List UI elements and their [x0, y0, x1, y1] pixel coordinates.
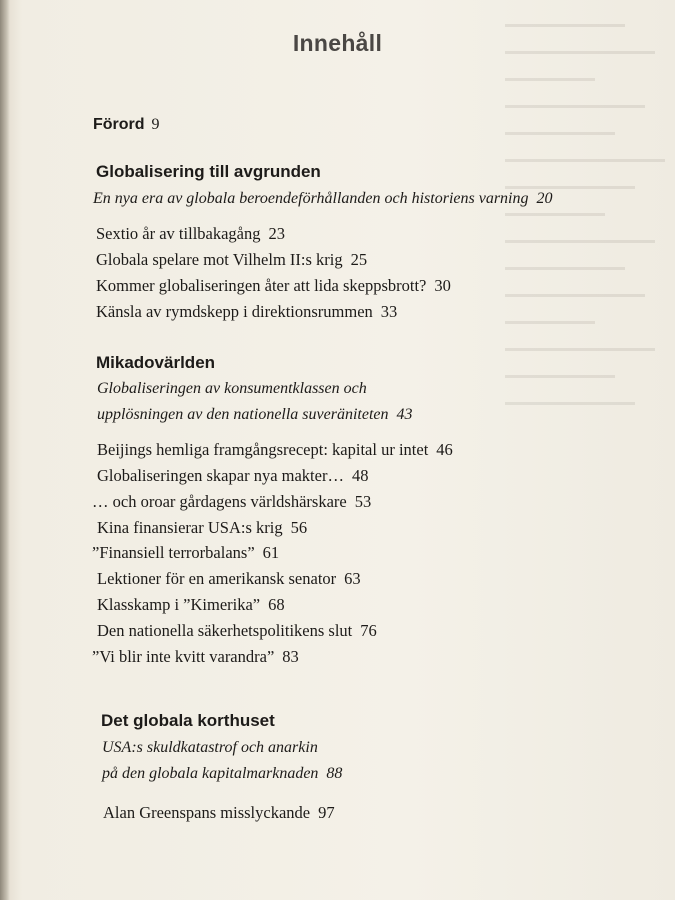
- section-heading: Globalisering till avgrunden: [96, 162, 321, 181]
- section-intro-line: En nya era av globala beroendeförhållanden och historiens varning: [93, 190, 529, 207]
- section-intro-line: USA:s skuldkatastrof och anarkin: [102, 739, 318, 756]
- section-intro: [102, 765, 342, 783]
- toc-entry-page: 33: [380, 302, 398, 321]
- toc-entry-label: Den nationella säkerhetspolitikens slut: [97, 621, 353, 640]
- toc-entry-label: Globaliseringen skapar nya makter…: [97, 466, 344, 485]
- toc-entry: [92, 647, 299, 667]
- toc-entry-label: Alan Greenspans misslyckande: [103, 803, 311, 822]
- toc-entry-page: 23: [268, 224, 285, 243]
- toc-entry-page: 25: [350, 250, 368, 269]
- toc-entry-label: Sextio år av tillbakagång: [96, 224, 261, 243]
- section-intro: [93, 190, 553, 208]
- section-intro-line: upplösningen av den nationella suveräniteten: [97, 406, 389, 423]
- section-intro-page: 88: [326, 765, 343, 782]
- section-intro: [102, 739, 318, 757]
- section-heading: Mikadovärlden: [96, 353, 216, 372]
- toc-entry: [97, 569, 361, 589]
- toc-entry-label: … och oroar gårdagens världshärskare: [92, 492, 347, 511]
- toc-entry-page: 46: [436, 440, 453, 459]
- section-intro: [97, 380, 367, 398]
- toc-entry-page: 83: [282, 647, 299, 666]
- section-intro-page: 43: [396, 406, 413, 423]
- toc-entry: [97, 440, 453, 460]
- section-intro-page: 20: [536, 190, 553, 207]
- toc-entry-label: Kommer globaliseringen åter att lida skeppsbrott?: [96, 276, 427, 295]
- section-heading: Det globala korthuset: [101, 711, 275, 730]
- toc-entry-label: ”Vi blir inte kvitt varandra”: [92, 647, 275, 666]
- toc-entry: [96, 250, 367, 270]
- toc-entry: [97, 621, 377, 641]
- toc-preface-label: Förord: [93, 116, 145, 133]
- toc-entry-page: 76: [360, 621, 377, 640]
- toc-entry-label: Klasskamp i ”Kimerika”: [97, 595, 261, 614]
- toc-preface-page: 9: [151, 116, 160, 133]
- toc-entry-page: 68: [268, 595, 285, 614]
- toc-entry-label: Kina finansierar USA:s krig: [97, 518, 283, 537]
- toc-entry: [97, 518, 307, 538]
- section-intro-line: Globaliseringen av konsumentklassen och: [97, 380, 367, 397]
- toc-entry-page: 48: [351, 466, 369, 485]
- page-title: Innehåll: [292, 30, 383, 56]
- toc-entry: [96, 224, 285, 244]
- toc-entry-page: 63: [344, 569, 361, 588]
- toc-entry-label: Lektioner för en amerikansk senator: [97, 569, 337, 588]
- toc-entry: [96, 302, 397, 322]
- section-intro: [97, 406, 413, 424]
- toc-entry: [103, 803, 335, 823]
- toc-entry-label: Känsla av rymdskepp i direktionsrummen: [96, 302, 373, 321]
- toc-entry-page: 30: [434, 276, 451, 295]
- toc-entry-label: Globala spelare mot Vilhelm II:s krig: [96, 250, 343, 269]
- toc-entry: [97, 595, 285, 615]
- toc-entry: [92, 492, 371, 512]
- toc-entry: [96, 276, 451, 296]
- toc-entry: [92, 543, 279, 563]
- toc-preface: [93, 116, 160, 134]
- toc-entry-page: 56: [290, 518, 308, 537]
- toc-entry-page: 97: [318, 803, 335, 822]
- toc-entry-label: Beijings hemliga framgångsrecept: kapital ur intet: [97, 440, 429, 459]
- section-intro-line: på den globala kapitalmarknaden: [102, 765, 319, 782]
- toc-entry-label: ”Finansiell terrorbalans”: [92, 543, 255, 562]
- toc-entry: [97, 466, 368, 486]
- toc-entry-page: 61: [262, 543, 280, 562]
- toc-entry-page: 53: [354, 492, 372, 511]
